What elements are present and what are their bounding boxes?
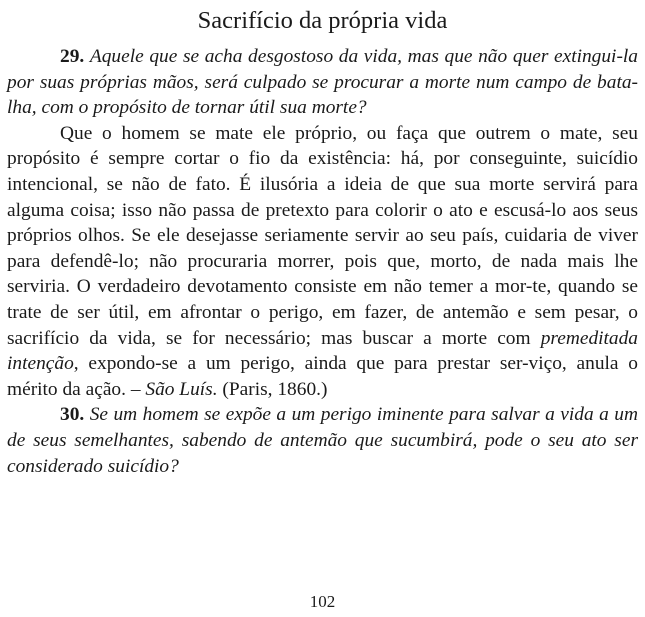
question-text: Se um homem se expõe a um perigo iminente para salvar a vida a um de seus semelhantes, sabendo de antemão que sucumbirá, pode o seu ato ser considerado suicídio? — [7, 404, 638, 477]
question-number: 30. — [60, 404, 85, 426]
section-title: Sacrifício da própria vida — [197, 7, 448, 34]
question-30 — [7, 402, 638, 479]
question-29 — [7, 44, 638, 121]
question-number: 29. — [60, 46, 85, 67]
emphasis-text: premeditada intenção — [7, 327, 638, 375]
body-text — [7, 44, 638, 479]
answer-text: Que o homem se mate ele próprio, ou faça que outrem o mate, seu propósito é sempre cortar o fio da existência: há, por conseguinte, suicídio intencional, se não de fato. É ilusória a ideia de que sua morte servirá para alguma coisa; isso não passa de pretexto para colorir o ato e escusá-lo aos seus próprios olhos. Se ele desejasse seriamente servir ao seu país, cuidaria de viver para defendê-lo; não procuraria morrer, pois que, morto, de nada mais lhe serviria. O verdadeiro devotamento consiste em não temer a mor-te, quando se trate de ser útil, em afrontar o perigo, em fazer, de antemão e sem pesar, o sacrifício da vida, se for necessário; mas buscar a morte com — [7, 122, 638, 349]
answer-text-continued: , expondo-se a um perigo, ainda que para prestar ser-viço, anula o mérito da ação. – — [7, 353, 638, 400]
page-number: 102 — [309, 592, 336, 611]
book-page — [7, 0, 638, 617]
signature: São Luís. — [145, 378, 218, 400]
question-text: Aquele que se acha desgostoso da vida, mas que não quer extingui-la por suas próprias mãos, será culpado se procurar a morte num campo de bata-lha, com o propósito de tornar útil sua morte? — [7, 46, 638, 119]
source-note: (Paris, 1860.) — [217, 378, 328, 400]
answer-29 — [7, 121, 638, 403]
